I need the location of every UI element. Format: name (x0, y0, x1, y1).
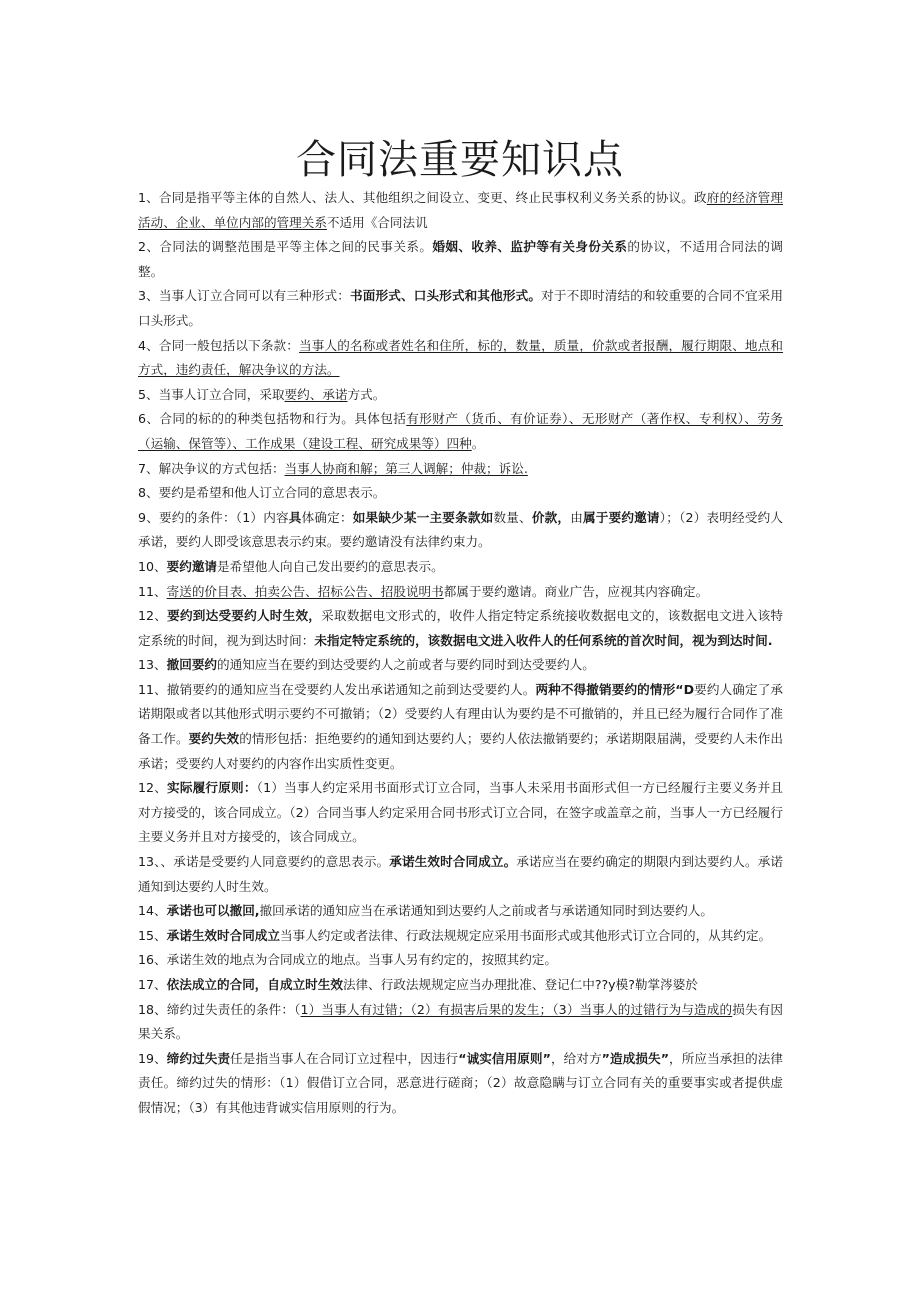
paragraph-text: 3、当事人订立合同可以有三种形式： (138, 288, 350, 304)
paragraph-text: 12、 (138, 608, 168, 624)
paragraph-text: 8、要约是希望和他人订立合同的意思表示。 (138, 485, 386, 501)
paragraph-text: 由 (570, 509, 583, 525)
paragraph (138, 899, 783, 924)
paragraph-text: 要约人确定了承诺期限或者以其他形式明示要约不可撤销；（2）受要约人有理由认为要约是不可撤销的，并且已经为履行合同作了准备工作。 (138, 681, 784, 747)
paragraph-text: 11、撤销要约的通知应当在受要约人发出承诺通知之前到达受要约人。 (138, 681, 536, 697)
underlined-text: 府的经济管理活动、企业、单位内部的管理关系 (138, 190, 784, 230)
paragraph (138, 407, 783, 456)
bold-text: 两种不得撤销要约的情形“D (535, 681, 695, 697)
bold-text: 具 (288, 509, 302, 525)
paragraph-text: 损失有因果关系。 (138, 1001, 783, 1042)
paragraph (138, 555, 783, 580)
paragraph (138, 850, 783, 899)
underlined-text: 有形财产（货币、有价证券）、无形财产（著作权、专利权）、劳务（运输、保管等）、工作成果（建设工程、研究成果等）四种 (138, 411, 783, 451)
paragraph-text: 都属于要约邀请。商业广告，应视其内容确定。 (443, 583, 709, 599)
underlined-text: 寄送的价目表、拍卖公告、招标公告、招股说明书 (166, 583, 444, 599)
bold-text: 未指定特定系统的，该数据电文进入收件人的任何系统的首次时间，视为到达时间. (314, 632, 773, 648)
bold-text: 价款， (531, 509, 571, 525)
paragraph (138, 998, 783, 1047)
bold-text: 承诺生效时合同成立。 (389, 854, 517, 870)
paragraph-text: 18、缔约过失责任的条件：（ (138, 1001, 301, 1017)
paragraph (138, 580, 783, 605)
paragraph-text: 。 (471, 435, 485, 451)
paragraph-text: 任是指当事人在合同订立过程中，因违行 (230, 1050, 459, 1066)
paragraph (138, 973, 783, 998)
bold-text: 如果缺少某一主要条款如 (352, 509, 494, 525)
underlined-text: 要约、承诺 (284, 386, 348, 402)
paragraph-text: 撤回承诺的通知应当在承诺通知到达要约人之前或者与承诺通知同时到达要约人。 (259, 903, 713, 919)
paragraph-text: 19、 (138, 1050, 167, 1066)
paragraph (138, 604, 783, 653)
bold-text: 缔约过失责 (166, 1050, 231, 1066)
paragraph-text: 12、 (138, 780, 168, 796)
paragraph-text: 数量、 (493, 509, 532, 525)
paragraph (138, 776, 783, 850)
paragraph-text: （1）当事人约定采用书面形式订立合同，当事人未采用书面形式但一方已经履行主要义务并且对方接受的，该合同成立。（2）合同当事人约定采用合同书形式订立合同，在签字或盖章之前，当事人一方已经履行主要义务并且对方接受的，该合同成立。 (138, 780, 783, 845)
paragraph-text: 体确定： (301, 509, 353, 525)
paragraph-text: 6、合同的标的的种类包括物和行为。具体包括 (138, 411, 407, 427)
paragraph-text: 13、、承诺是受要约人同意要约的意思表示。 (138, 854, 390, 870)
underlined-text: 1）当事人有过错；（2）有损害后果的发生；（3）当事人的过错行为与造成的 (300, 1001, 733, 1017)
paragraph-text: 不适用《合同法讥 (326, 214, 428, 230)
document-body (138, 186, 783, 1121)
paragraph-text: 7、解决争议的方式包括： (138, 460, 285, 476)
paragraph (138, 924, 783, 949)
paragraph-text: 采取数据电文形式的，收件人指定特定系统接收数据电文的，该数据电文进入该特定系统的时间，视为到达时间： (138, 608, 784, 648)
paragraph-text: 15、 (138, 927, 167, 943)
paragraph-text: 13、 (138, 657, 167, 673)
paragraph-text: 14、 (138, 903, 167, 919)
bold-text: ”造成损失” (601, 1050, 669, 1066)
paragraph-text: ）；（2）表明经受约人承诺，要约人即受该意思表示约束。要约邀请没有法律约束力。 (138, 509, 784, 550)
paragraph (138, 948, 783, 973)
document-title: 合同法重要知识点 (296, 137, 624, 183)
underlined-text: 当事人协商和解；第三人调解；仲裁；诉讼. (284, 460, 528, 476)
paragraph (138, 284, 783, 333)
paragraph-text: 9、要约的条件：（1）内容 (138, 509, 289, 525)
paragraph (138, 186, 783, 235)
paragraph (138, 235, 783, 284)
paragraph (138, 678, 783, 776)
bold-text: 婚姻、收养、监护等有关身份关系 (432, 239, 628, 255)
paragraph-text: 对于不即时清结的和较重要的合同不宜采用口头形式。 (138, 288, 784, 328)
paragraph (138, 506, 783, 555)
paragraph-text: ，所应当承担的法律责任。缔约过失的情形：（1）假借订立合同，恶意进行磋商；（2）故意隐瞒与订立合同有关的重要事实或者提供虚假情况；（3）有其他违背诚实信用原则的行为。 (138, 1050, 784, 1115)
bold-text: 书面形式、口头形式和其他形式。 (350, 288, 542, 304)
paragraph-text: 方式。 (347, 386, 386, 402)
paragraph-text: 的协议，不适用合同法的调整。 (138, 239, 784, 279)
bold-text: “诚实信用原则” (458, 1050, 551, 1066)
bold-text: 撤回要约 (166, 657, 217, 673)
paragraph-text: ，给对方 (550, 1050, 602, 1066)
paragraph-text: 1、合同是指平等主体的自然人、法人、其他组织之间设立、变更、终止民事权利义务关系的协议。政 (138, 190, 707, 205)
paragraph-text: 10、 (138, 558, 167, 574)
paragraph-text: 的情形包括：拒绝要约的通知到达要约人；要约人依法撤销要约；承诺期限届满，受要约人未作出承诺；受要约人对要约的内容作出实质性变更。 (138, 731, 784, 771)
bold-text: 要约到达受要约人时生效， (167, 608, 322, 624)
paragraph (138, 457, 783, 482)
paragraph-text: 4、合同一般包括以下条款： (138, 337, 300, 353)
paragraph-text: 法律、行政法规规定应当办理批准、登记仁中??y模?勒掌涔婆於 (342, 977, 698, 992)
paragraph (138, 383, 783, 408)
bold-text: 依法成立的合同，自成立时生效 (166, 977, 343, 992)
paragraph-text: 11、 (138, 583, 167, 599)
paragraph-text: 17、 (138, 977, 167, 992)
paragraph-text: 2、合同法的调整范围是平等主体之间的民事关系。 (138, 239, 433, 255)
bold-text: 承诺生效时合同成立 (166, 927, 280, 943)
paragraph-text: 当事人约定或者法律、行政法规规定应采用书面形式或其他形式订立合同的，从其约定。 (279, 927, 772, 943)
paragraph-text: 承诺应当在要约确定的期限内到达要约人。承诺通知到达要约人时生效。 (138, 854, 784, 894)
underlined-text: 当事人的名称或者姓名和住所，标的，数量，质量，价款或者报酬，履行期限、地点和方式，违约责任，解决争议的方法。 (138, 337, 784, 378)
bold-text: 承诺也可以撤回, (166, 903, 260, 919)
paragraph (138, 653, 783, 678)
paragraph-text: 的通知应当在要约到达受要约人之前或者与要约同时到达受要约人。 (217, 657, 595, 673)
paragraph (138, 481, 783, 506)
paragraph (138, 334, 783, 383)
paragraph-text: 16、承诺生效的地点为合同成立的地点。当事人另有约定的，按照其约定。 (138, 952, 558, 968)
paragraph (138, 1047, 783, 1121)
paragraph-text: 5、当事人订立合同，采取 (138, 386, 285, 402)
bold-text: 要约失效 (188, 731, 240, 747)
paragraph-text: 是希望他人向自己发出要约的意思表示。 (217, 558, 444, 574)
bold-text: 属于要约邀请 (582, 509, 660, 525)
bold-text: 要约邀请 (166, 558, 217, 574)
bold-text: 实际履行原则： (167, 780, 257, 796)
